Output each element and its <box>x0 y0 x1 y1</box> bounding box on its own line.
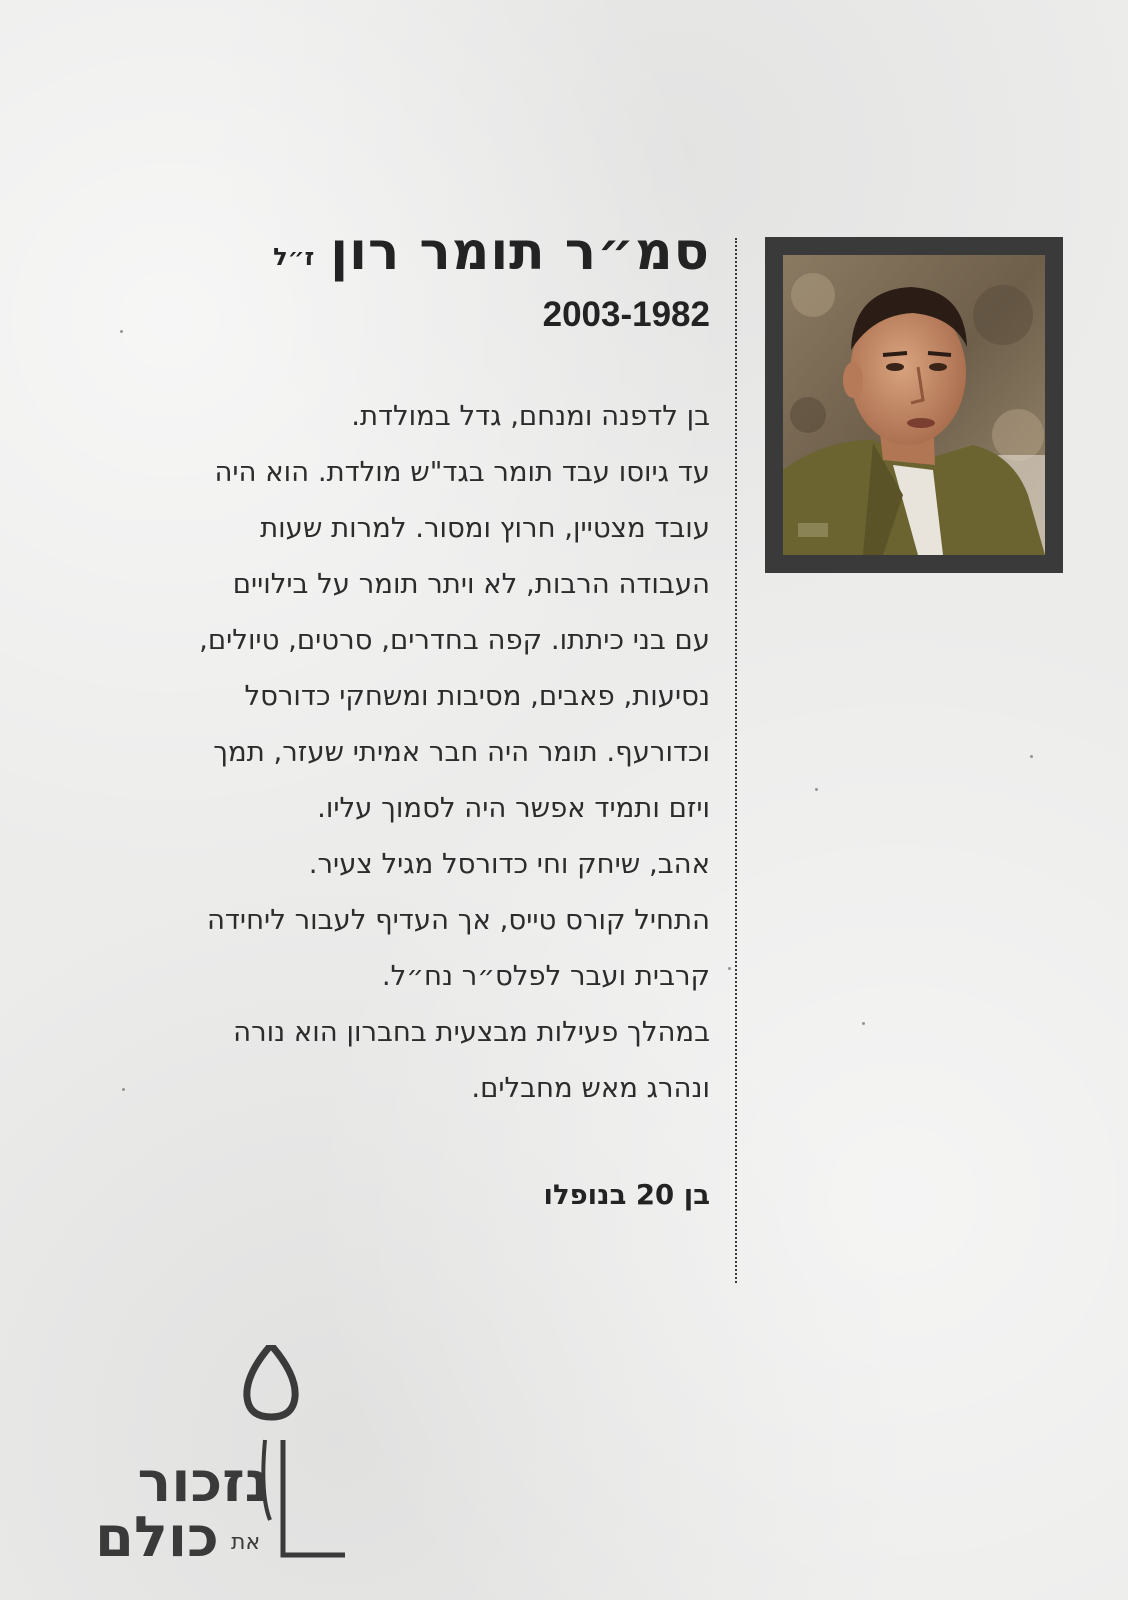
dotted-divider <box>735 238 737 1283</box>
logo-word-et: את <box>231 1530 261 1555</box>
title-row <box>110 220 710 284</box>
life-years: 2003-1982 <box>542 295 710 334</box>
logo-word-remember: נזכור <box>137 1450 270 1515</box>
bio-line: במהלך פעילות מבצעית בחברון הוא נורה <box>233 1016 710 1048</box>
paper-speck <box>815 788 818 791</box>
soldier-portrait-frame <box>765 237 1063 573</box>
biography <box>110 388 710 1116</box>
bio-line: אהב, שיחק וחי כדורסל מגיל צעיר. <box>308 848 710 880</box>
bio-line: העבודה הרבות, לא ויתר תומר על בילויים <box>232 568 710 600</box>
memorial-text <box>110 220 710 1220</box>
soldier-name: סמ״ר תומר רון <box>330 222 710 282</box>
bio-line: קרבית ועבר לפלס״ר נח״ל. <box>381 960 710 992</box>
paper-speck <box>728 967 731 970</box>
paper-speck <box>862 1022 865 1025</box>
bio-line: עד גיוסו עבד תומר בגד"ש מולדת. הוא היה <box>214 456 710 488</box>
logo-word-all: כולם <box>95 1505 219 1570</box>
memorial-logo <box>95 1345 355 1570</box>
bio-line: נסיעות, פאבים, מסיבות ומשחקי כדורסל <box>244 680 710 712</box>
paper-speck <box>1030 755 1033 758</box>
bio-line: ונהרג מאש מחבלים. <box>471 1072 710 1104</box>
honorific: ז״ל <box>273 243 315 271</box>
bio-line: וכדורעף. תומר היה חבר אמיתי שעזר, תמך <box>213 736 710 768</box>
bio-line: עם בני כיתתו. קפה בחדרים, סרטים, טיולים, <box>199 624 710 656</box>
bio-line: בן לדפנה ומנחם, גדל במולדת. <box>351 400 710 432</box>
soldier-portrait <box>783 255 1045 555</box>
bio-line: התחיל קורס טייס, אך העדיף לעבור ליחידה <box>206 904 710 936</box>
bio-line: עובד מצטיין, חרוץ ומסור. למרות שעות <box>260 512 710 544</box>
bio-line: ויזם ותמיד אפשר היה לסמוך עליו. <box>317 792 710 824</box>
age-at-death: בן 20 בנופלו <box>543 1179 710 1211</box>
